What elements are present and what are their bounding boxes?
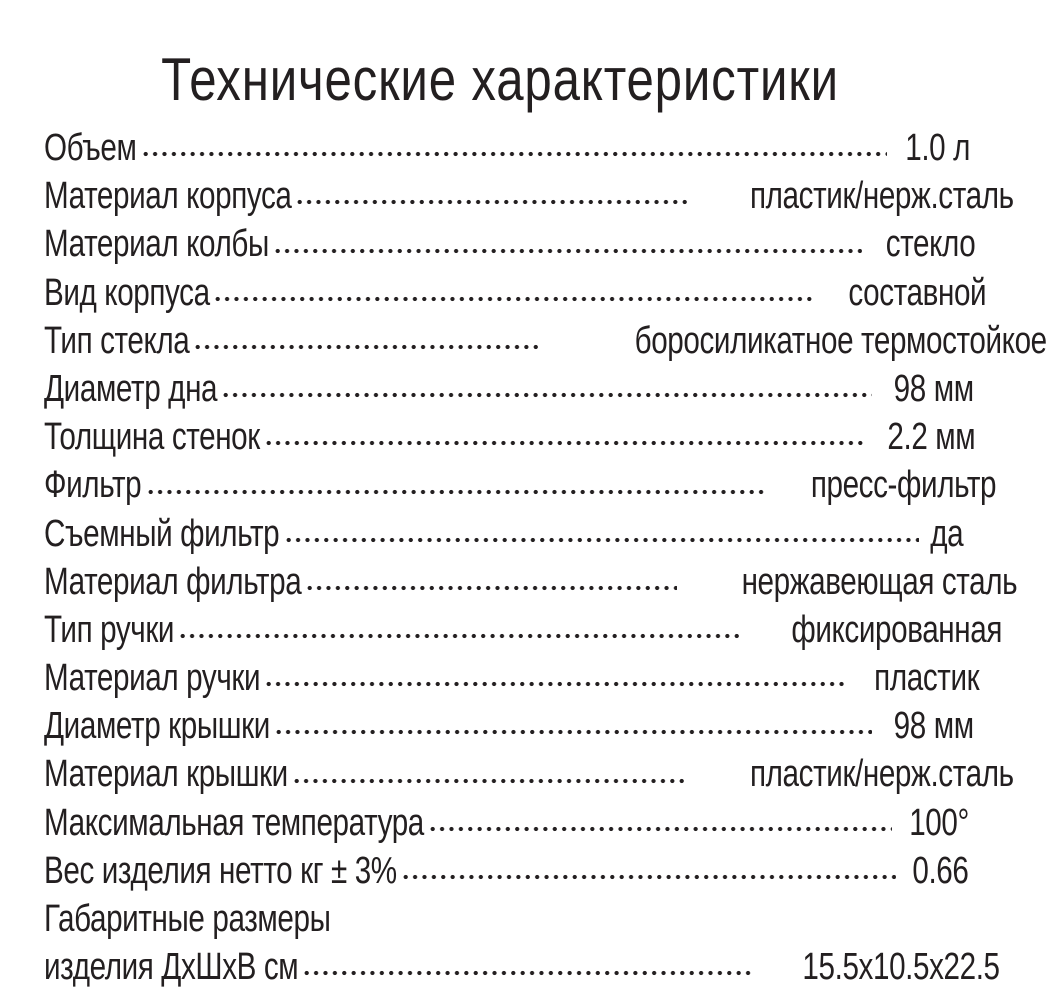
- spec-label: Материал крышки: [44, 753, 288, 796]
- spec-value: пресс-фильтр: [811, 464, 997, 507]
- spec-label: Габаритные размеры: [44, 898, 331, 940]
- spec-value: 0.66: [912, 849, 969, 892]
- spec-label: Фильтр: [44, 464, 142, 507]
- spec-row-dimensions: [44, 943, 1000, 991]
- spec-row-filter-material: [44, 558, 1017, 606]
- dot-leader: [284, 533, 920, 547]
- spec-row-handle-type: [44, 606, 1003, 654]
- spec-row-bottom-diameter: [44, 365, 974, 413]
- spec-label: Материал фильтра: [44, 560, 302, 603]
- spec-row-lid-material: [44, 750, 1015, 798]
- dot-leader: [302, 966, 754, 980]
- dot-leader: [141, 147, 887, 161]
- spec-value: 1.0 л: [905, 127, 971, 169]
- dot-leader: [264, 677, 847, 691]
- spec-value: пластик/нерж.сталь: [750, 753, 1015, 796]
- spec-value: нержавеющая сталь: [741, 560, 1017, 603]
- spec-label: Вес изделия нетто кг ± 3%: [44, 849, 397, 892]
- spec-value: фиксированная: [791, 608, 1003, 651]
- dot-leader: [221, 388, 872, 402]
- dot-leader: [305, 581, 676, 595]
- dot-leader: [264, 436, 864, 450]
- spec-row-lid-diameter: [44, 702, 974, 750]
- spec-value: 2.2 мм: [887, 416, 976, 459]
- spec-row-removable-filter: [44, 510, 964, 558]
- spec-label: Материал колбы: [44, 223, 269, 266]
- spec-value: 98 мм: [893, 367, 974, 410]
- dot-leader: [213, 292, 814, 306]
- spec-list: [44, 124, 1047, 991]
- spec-row-body-type: [44, 269, 987, 317]
- dot-leader: [401, 870, 896, 884]
- spec-row-flask-material: [44, 220, 976, 268]
- dot-leader: [295, 195, 688, 209]
- spec-row-max-temperature: [44, 799, 969, 847]
- spec-row-dimensions-heading: [44, 895, 956, 943]
- spec-label: Съемный фильтр: [44, 512, 280, 555]
- spec-value: 100°: [909, 801, 969, 844]
- spec-label: Диаметр дна: [44, 367, 218, 410]
- spec-label: Тип стекла: [44, 319, 190, 362]
- spec-label: Вид корпуса: [44, 271, 210, 314]
- spec-row-net-weight: [44, 847, 969, 895]
- spec-value: да: [930, 512, 964, 555]
- spec-value: пластик/нерж.сталь: [750, 175, 1015, 218]
- spec-value: составной: [848, 271, 987, 314]
- dot-leader: [428, 822, 892, 836]
- spec-label: изделия ДхШхВ см: [44, 946, 299, 989]
- dot-leader: [292, 774, 688, 788]
- spec-label: Диаметр крышки: [44, 705, 270, 748]
- spec-label: Объем: [44, 127, 137, 169]
- spec-value: пластик: [873, 657, 979, 700]
- spec-value: 98 мм: [893, 705, 974, 748]
- dot-leader: [146, 485, 767, 499]
- spec-row-glass-type: [44, 317, 1047, 365]
- spec-label: Материал корпуса: [44, 175, 292, 218]
- spec-row-body-material: [44, 172, 1015, 220]
- spec-row-handle-material: [44, 654, 979, 702]
- spec-value: 15.5х10.5х22.5: [802, 946, 1000, 989]
- dot-leader: [193, 340, 540, 354]
- spec-row-wall-thickness: [44, 413, 976, 461]
- spec-value: стекло: [886, 223, 976, 266]
- spec-row-filter: [44, 461, 997, 509]
- spec-label: Максимальная температура: [44, 801, 424, 844]
- dot-leader: [273, 244, 863, 258]
- spec-value: боросиликатное термостойкое: [634, 319, 1047, 362]
- spec-label: Тип ручки: [44, 608, 175, 651]
- spec-label: Материал ручки: [44, 657, 261, 700]
- dot-leader: [274, 725, 871, 739]
- spec-label: Толщина стенок: [44, 416, 260, 459]
- dot-leader: [178, 629, 741, 643]
- page-title: Технические характеристики: [161, 46, 839, 113]
- spec-row-volume: [44, 124, 971, 172]
